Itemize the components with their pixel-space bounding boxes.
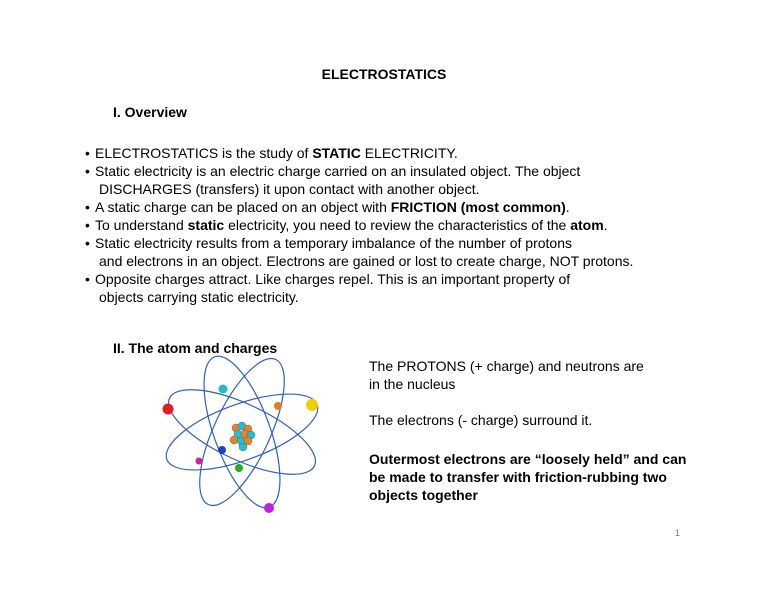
bullet-text: To understand [95, 217, 188, 233]
bullet-line [85, 234, 633, 252]
proton-description-line: The PROTONS (+ charge) and neutrons are [369, 358, 644, 374]
electron [264, 503, 274, 513]
bullet-text: electricity, you need to review the characteristics of the [224, 217, 571, 233]
electron [306, 399, 318, 411]
electron [219, 385, 228, 394]
neutron [239, 443, 247, 451]
bullet-dot: • [85, 217, 90, 233]
electron [163, 404, 174, 415]
bullet-dot: • [85, 199, 90, 215]
bullet-text: DISCHARGES (transfers) it upon contact with another object. [99, 181, 480, 197]
bullet-dot: • [85, 235, 90, 251]
page-title: ELECTROSTATICS [321, 66, 447, 82]
proton [230, 436, 238, 444]
bullet-line [85, 144, 633, 162]
section-heading-overview: I. Overview [113, 104, 187, 120]
nucleus [230, 422, 255, 451]
electron-description: The electrons (- charge) surround it. [369, 412, 593, 428]
electron [196, 458, 203, 465]
bullet-text: Static electricity results from a temporary imbalance of the number of protons [95, 235, 572, 251]
electron [235, 464, 243, 472]
bullet-text: Opposite charges attract. Like charges repel. This is an important property of [95, 271, 571, 287]
bullet-line [85, 198, 633, 216]
bullet-line [85, 162, 633, 180]
bullet-line [85, 270, 633, 288]
electron [218, 446, 226, 454]
bullet-text: . [603, 217, 608, 233]
bullet-text: . [565, 199, 570, 215]
bullet-text: atom [570, 217, 604, 233]
bullet-text: and electrons in an object. Electrons are gained or lost to create charge, NOT protons. [99, 253, 634, 269]
bullet-line [85, 252, 633, 270]
bullet-text: ELECTRICITY. [360, 145, 458, 161]
outermost-electron-note [369, 450, 749, 504]
bullet-text: static [187, 217, 225, 233]
bullet-text: A static charge can be placed on an object with [95, 199, 391, 215]
overview-bullet-list [85, 144, 633, 306]
outermost-electron-note-line: Outermost electrons are “loosely held” and can [369, 451, 687, 467]
outermost-electron-note-line: objects together [369, 487, 478, 503]
atom-diagram-image [150, 350, 340, 520]
bullet-text: Static electricity is an electric charge carried on an insulated object. The object [95, 163, 581, 179]
outermost-electron-note-line: be made to transfer with friction-rubbing two [369, 469, 667, 485]
electron [274, 402, 282, 410]
bullet-line [85, 180, 633, 198]
bullet-dot: • [85, 145, 90, 161]
proton-description [369, 357, 749, 393]
bullet-dot: • [85, 163, 90, 179]
bullet-text: STATIC [312, 145, 361, 161]
page-number: 1 [675, 528, 681, 538]
bullet-text: ELECTROSTATICS is the study of [95, 145, 313, 161]
proton-description-line: in the nucleus [369, 376, 456, 392]
bullet-text: FRICTION (most common) [390, 199, 566, 215]
section-heading-atom: II. The atom and charges [113, 340, 278, 356]
bullet-dot: • [85, 271, 90, 287]
bullet-text: objects carrying static electricity. [99, 289, 299, 305]
bullet-line [85, 216, 633, 234]
bullet-line [85, 288, 633, 306]
